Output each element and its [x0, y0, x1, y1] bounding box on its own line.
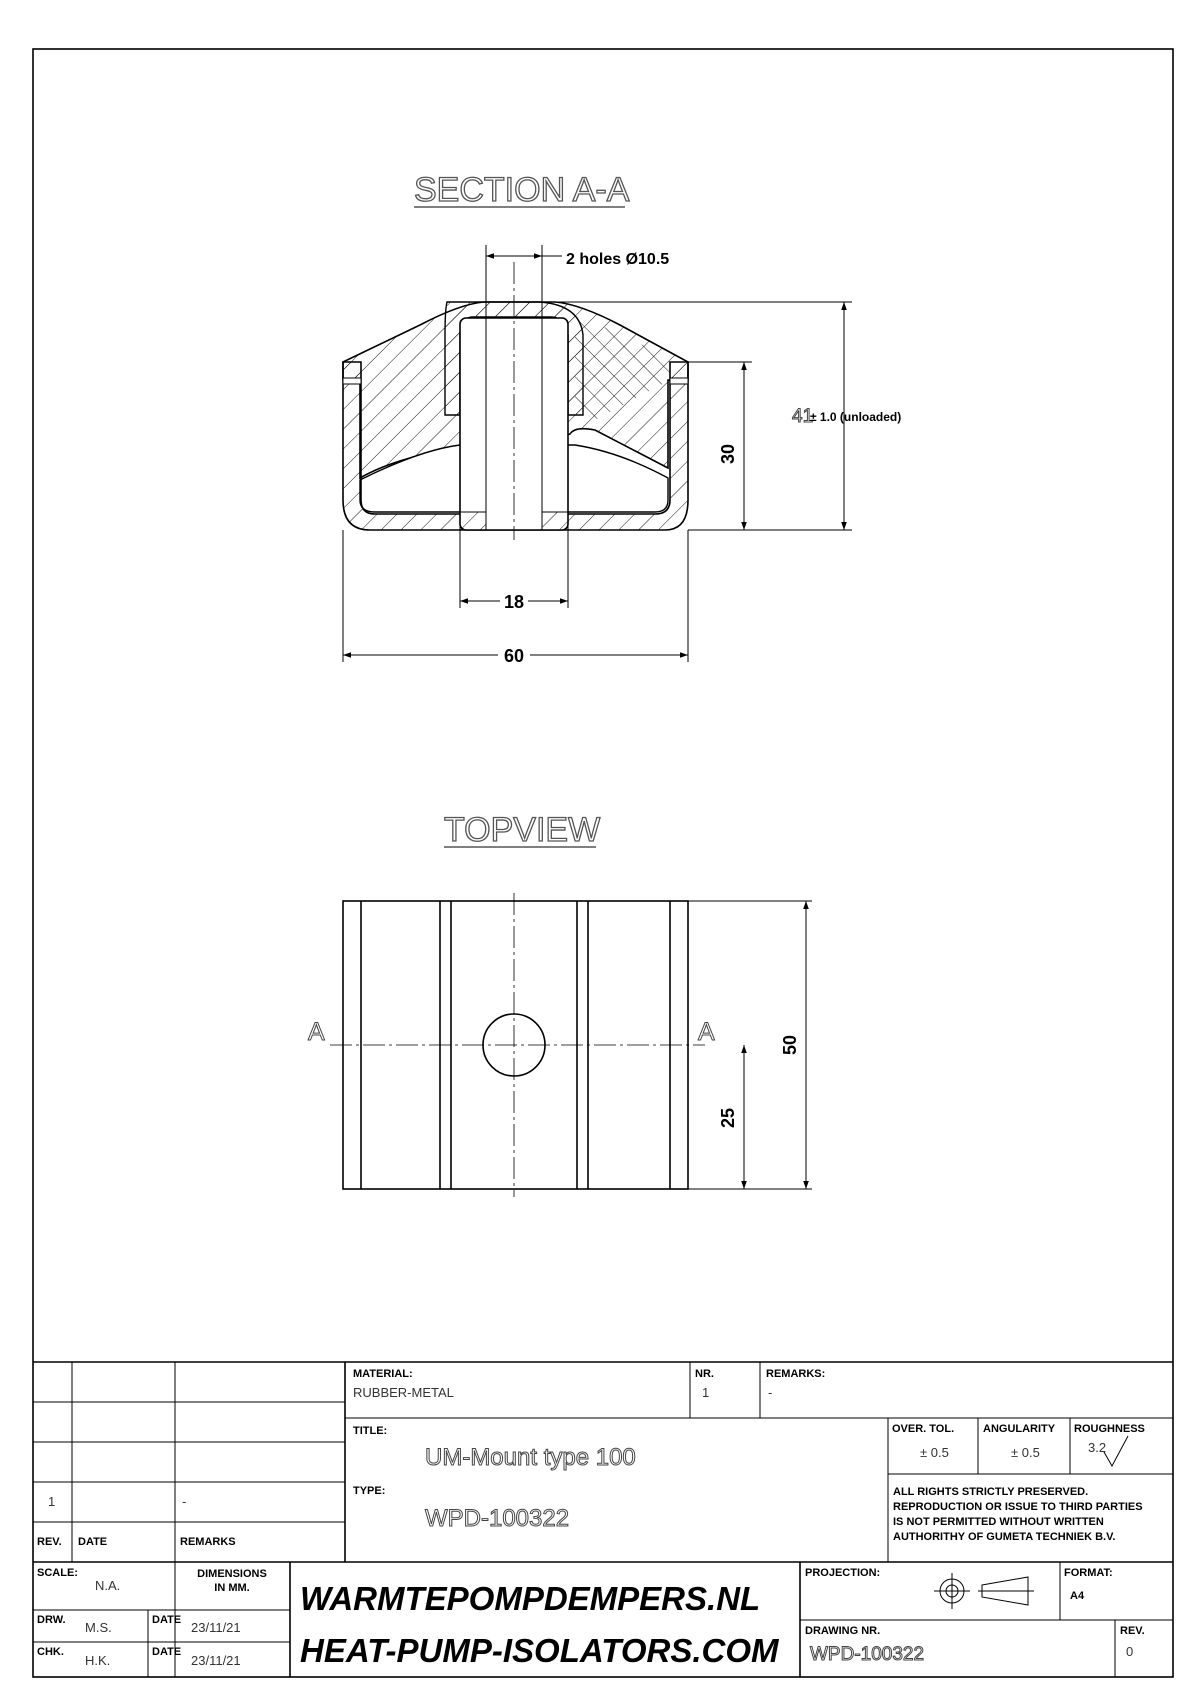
roughness-symbol — [1104, 1436, 1128, 1466]
section-view — [343, 171, 901, 666]
hole-note: 2 holes Ø10.5 — [566, 251, 670, 268]
rev-col-label: REV. — [37, 1536, 62, 1548]
dim-half-depth: 25 — [718, 1107, 738, 1129]
remarks-col-label: REMARKS — [180, 1536, 236, 1548]
title-value: UM-Mount type 100 — [425, 1444, 636, 1471]
dim-inner-height: 30 — [718, 443, 738, 465]
nr-value: 1 — [702, 1385, 710, 1400]
material-value: RUBBER-METAL — [353, 1385, 454, 1400]
top-view — [308, 811, 812, 1197]
title-label: TITLE: — [353, 1425, 388, 1437]
chk-value: H.K. — [85, 1653, 111, 1668]
chk-label: CHK. — [37, 1646, 64, 1658]
angularity-value: ± 0.5 — [1011, 1445, 1040, 1460]
rights-line-2: REPRODUCTION OR ISSUE TO THIRD PARTIES — [893, 1501, 1143, 1513]
drawing-nr-label: DRAWING NR. — [805, 1625, 881, 1637]
nr-label: NR. — [695, 1368, 714, 1380]
drw-date-label: DATE — [152, 1614, 182, 1626]
dim-width: 60 — [503, 646, 525, 666]
chk-date-label: DATE — [152, 1646, 182, 1658]
format-label: FORMAT: — [1064, 1567, 1113, 1579]
rev-label-2: REV. — [1120, 1625, 1145, 1637]
dim-depth: 50 — [780, 1034, 800, 1056]
rights-line-3: IS NOT PERMITTED WITHOUT WRITTEN — [893, 1516, 1104, 1528]
chk-date-value: 23/11/21 — [191, 1653, 241, 1668]
title-block — [33, 1362, 1173, 1677]
dim-hole-spacing: 18 — [503, 592, 525, 612]
section-mark-left: A — [308, 1018, 325, 1046]
rights-line-4: AUTHORITHY OF GUMETA TECHNIEK B.V. — [893, 1531, 1116, 1543]
rev-value: 0 — [1126, 1644, 1134, 1659]
rev-row-remarks: - — [182, 1494, 187, 1509]
material-label: MATERIAL: — [353, 1368, 413, 1380]
dimensions-label-2: IN MM. — [214, 1582, 250, 1594]
dim-height-tolerance: ± 1.0 (unloaded) — [810, 410, 902, 424]
format-value: A4 — [1070, 1590, 1085, 1602]
topview-title: TOPVIEW — [444, 811, 601, 849]
type-value: WPD-100322 — [425, 1505, 570, 1532]
projection-label: PROJECTION: — [805, 1567, 881, 1579]
over-tol-label: OVER. TOL. — [892, 1423, 955, 1435]
drw-value: M.S. — [85, 1620, 112, 1635]
website-2: HEAT-PUMP-ISOLATORS.COM — [300, 1632, 779, 1669]
section-title: SECTION A-A — [414, 171, 630, 209]
angularity-label: ANGULARITY — [983, 1423, 1056, 1435]
remarks-label: REMARKS: — [766, 1368, 826, 1380]
drw-date-value: 23/11/21 — [191, 1620, 241, 1635]
type-label: TYPE: — [353, 1485, 386, 1497]
scale-label: SCALE: — [37, 1567, 78, 1579]
scale-value: N.A. — [95, 1578, 121, 1593]
drw-label: DRW. — [37, 1614, 66, 1626]
remarks-value: - — [768, 1385, 773, 1400]
projection-symbol-icon — [934, 1573, 1034, 1609]
rights-line-1: ALL RIGHTS STRICTLY PRESERVED. — [893, 1486, 1089, 1498]
section-mark-right: A — [698, 1018, 715, 1046]
rev-row-value: 1 — [48, 1494, 56, 1509]
website-1: WARMTEPOMPDEMPERS.NL — [300, 1580, 761, 1617]
drawing-nr-value: WPD-100322 — [810, 1644, 925, 1665]
date-col-label: DATE — [78, 1536, 108, 1548]
roughness-value: 3.2 — [1088, 1440, 1107, 1455]
dim-height-value: 41 — [792, 406, 814, 427]
over-tol-value: ± 0.5 — [920, 1445, 949, 1460]
roughness-label: ROUGHNESS — [1074, 1423, 1145, 1435]
dimensions-label-1: DIMENSIONS — [197, 1568, 267, 1580]
